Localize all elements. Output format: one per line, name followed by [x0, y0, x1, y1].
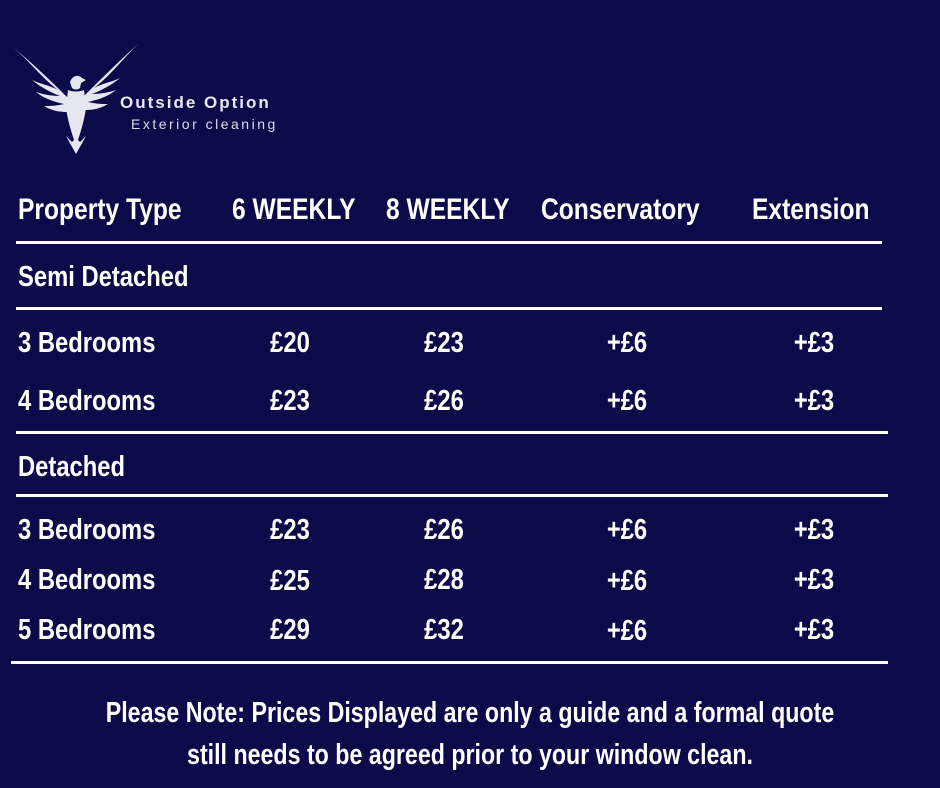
header-6-weekly: 6 WEEKLY	[232, 193, 356, 226]
price-extension: +£3	[793, 385, 835, 417]
price-8-weekly: £26	[424, 514, 464, 546]
header-conservatory: Conservatory	[541, 193, 700, 226]
brand-tagline: Exterior cleaning	[131, 116, 278, 132]
divider	[16, 241, 882, 244]
row-type: 3 Bedrooms	[18, 327, 156, 359]
price-6-weekly: £20	[270, 327, 310, 359]
section-title-semi-detached: Semi Detached	[18, 261, 189, 293]
brand-name: Outside Option	[120, 93, 271, 112]
row-type: 4 Bedrooms	[18, 385, 156, 417]
divider	[16, 307, 882, 310]
price-conservatory: +£6	[606, 565, 648, 597]
price-6-weekly: £29	[270, 614, 310, 646]
section-title-detached: Detached	[18, 451, 126, 483]
disclaimer-line-1: Please Note: Prices Displayed are only a guide and a formal quote	[105, 697, 835, 729]
price-6-weekly: £23	[270, 385, 310, 417]
price-conservatory: +£6	[606, 615, 648, 647]
price-extension: +£3	[793, 514, 835, 546]
price-8-weekly: £28	[424, 564, 464, 596]
header-extension: Extension	[752, 193, 870, 226]
brand-logo	[12, 42, 312, 157]
price-8-weekly: £23	[424, 327, 464, 359]
price-conservatory: +£6	[606, 327, 648, 359]
price-6-weekly: £25	[270, 565, 310, 597]
divider	[16, 431, 888, 434]
price-extension: +£3	[793, 614, 835, 646]
header-8-weekly: 8 WEEKLY	[386, 193, 510, 226]
row-type: 5 Bedrooms	[18, 614, 156, 646]
price-conservatory: +£6	[606, 385, 648, 417]
header-property-type: Property Type	[18, 193, 182, 226]
divider	[11, 661, 888, 664]
price-conservatory: +£6	[606, 514, 648, 546]
row-type: 4 Bedrooms	[18, 564, 156, 596]
disclaimer-line-2: still needs to be agreed prior to your window clean.	[187, 739, 753, 771]
price-extension: +£3	[793, 327, 835, 359]
price-extension: +£3	[793, 564, 835, 596]
price-6-weekly: £23	[270, 514, 310, 546]
price-8-weekly: £32	[424, 614, 464, 646]
price-8-weekly: £26	[424, 385, 464, 417]
row-type: 3 Bedrooms	[18, 514, 156, 546]
divider	[16, 494, 888, 497]
